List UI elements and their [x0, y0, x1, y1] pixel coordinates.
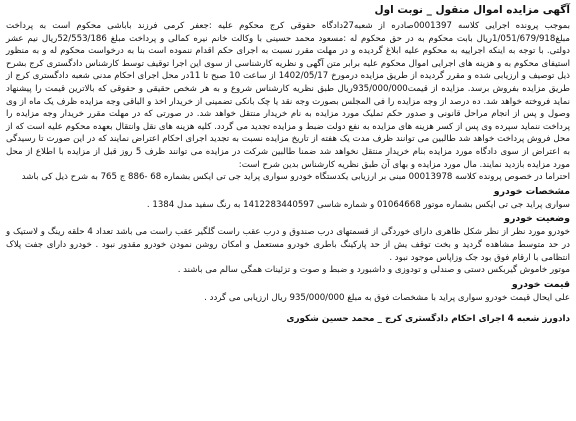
notice-paragraph-specs: سواری پراید جی تی ایکس بشماره موتور 01064668 و شماره شاسی 1412283440597 به رنگ سفید مدل 1384 . [146, 199, 570, 210]
notice-title: آگهی مزایده اموال منقول _ نوبت اول [374, 4, 570, 16]
notice-paragraph-price: علی ایحال قیمت خودرو سواری پراید با مشخصات فوق به مبلغ 935/000/000 ریال ارزیابی می گردد . [204, 292, 570, 303]
heading-vehicle-specs: مشخصات خودرو [493, 185, 570, 197]
notice-paragraph-main: بموجب پرونده اجرایی کلاسه 0001397صادره از شعبه27دادگاه حقوقی کرج محکوم علیه :جعفر کرمی فرزند باباشی محکوم است به پرداخت مبلغ1/051/679/918ریال بابت محکوم به در حق محکوم له :مسعود محمد حسینی با وکالت خانم نیره کمالی و پرداخت مبلغ 52/553/186ریال نیم عشر دولتی. با توجه به اینکه اجراییه به محکوم علیه ابلاغ گردیده و در مهلت مقرر نسبت به اجرای حکم اقدام ننموده است بنا به درخواست محکوم له و به منظور استیفای محکوم به و هزینه های اجرایی اموال محکوم علیه برابر متن آگهی و نظریه کارشناسی از سوی این اجرا توقیف توسط کارشناس دادگستری کرج بشرح ذیل توصیف و ارزیابی شده و مقرر گردیده از طریق مزایده درمورخ 1402/05/17 از ساعت 10 صبح تا 11در محل اجرای احکام مدنی شعبه دادگستری کرج از طریق مزایده بفروش برسد. مزایده از قیمت935/000/000ریال طبق نظریه کارشناس شروع و به هر شخص حقیقی و حقوقی که بالاترین قیمت را پیشنهاد نماید فروخته خواهد شد. ده درصد از وجه مزایده را فی المجلس بصورت وجه نقد یا چک بانکی تضمینی از خریدار اخذ و الباقی وجه مزایده ظرف یک ماه از وی وصول و پس از انجام مراحل قانونی و صدور حکم تملیک مورد مزایده به نام خریدار منتقل خواهد شد. در صورتی که در مهلت مقرر خریدار وجه مزایده را پرداخت ننماید سپرده وی پس از کسر هزینه های مزایده به نفع دولت ضبط و مزایده تجدید می گردد. کلیه هزینه های نقل وانتقال بعهده محکوم علیه است که از محل فروش پرداخت خواهد شد طالبین می توانند ظرف مدت یک هفته از تاریخ مزایده نسبت به تجدید اجرای احکام اعتراض نمایند که در این صورت تا رسیدگی به اعتراض از سوی دادگاه مورد مزایده بنام خریدار منتقل نخواهد شد ضمنا طالبین شرکت در مزایده می توانند ظرف 5 روز قبل از مزایده با اطلاع از محل مورد مزایده بازدید نمایند. مال مورد مزایده و بهای آن طبق نظریه کارشناس بدین شرح است: [6, 21, 570, 170]
footer-signature: دادورز شعبه 4 اجرای احکام دادگستری کرج _ محمد حسین شکوری [286, 314, 570, 325]
notice-paragraph-engine: موتور خاموش گیربکس دستی و صندلی و تودوزی و داشبورد و ضبط و صوت و تزئینات همگی سالم می باشند . [177, 265, 570, 276]
notice-paragraph-condition: خودرو مورد نظر از نظر شکل ظاهری دارای خوردگی از قسمتهای درب صندوق و درب عقب راست گلگیر عقب راست می باشد تعداد 4 حلقه رینگ و لاستیک و در حد متوسط مشاهده گردید و بخت توقف یش از حد پارکینگ باطری خودرو مستعمل و امکان روشن نمودن خودرو مقدور نبود . خودرو دارای جفت پلاک انتظامی با ارقام فوق بود جک وزاپاس موجود نبود . [6, 227, 570, 263]
heading-vehicle-price: قیمت خودرو [511, 278, 570, 290]
notice-paragraph-assessment: احتراما در خصوص پرونده کلاسه 00013978 مبنی بر ارزیابی یکدستگاه خودرو سواری پراید جی تی ایکس بشماره 68 -886 ج 765 به شرح ذیل کی باشد [21, 172, 570, 183]
heading-vehicle-condition: وضعیت خودرو [504, 213, 570, 225]
notice-footer [6, 312, 570, 326]
